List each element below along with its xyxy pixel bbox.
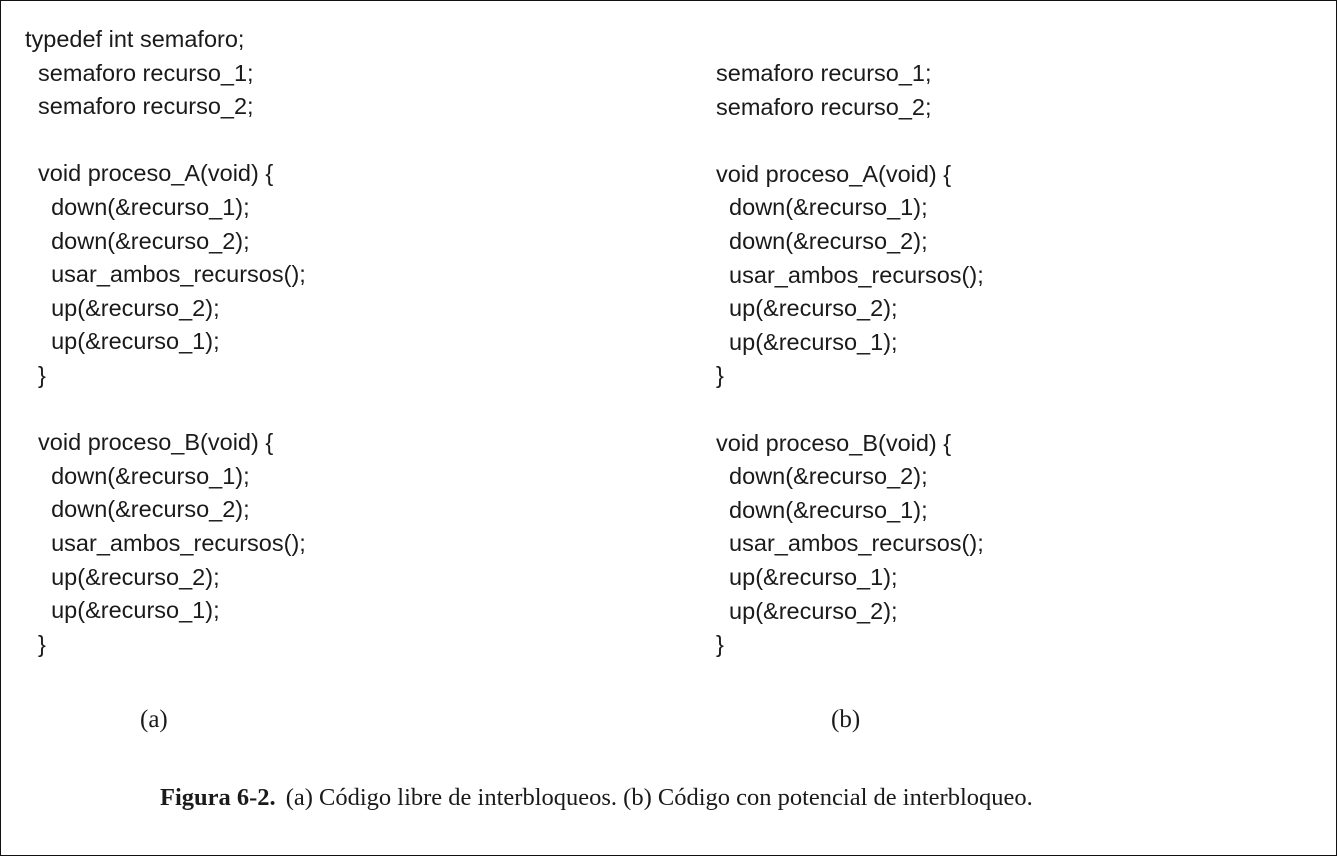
subfigure-label-b: (b) [831,706,861,733]
subfigure-label-a: (a) [140,706,168,733]
code-line: up(&recurso_2); [25,294,220,321]
code-line: down(&recurso_1); [716,194,928,221]
code-line: up(&recurso_1); [716,563,898,590]
code-line: } [716,631,724,658]
code-line [716,393,984,427]
code-line: up(&recurso_1); [25,328,220,355]
code-line: semaforo recurso_1; [716,60,932,86]
code-line: usar_ambos_recursos(); [716,261,984,288]
code-line: void proceso_B(void) { [25,429,274,456]
code-line: up(&recurso_1); [716,328,898,355]
code-line: up(&recurso_2); [25,563,220,590]
code-line: } [25,630,46,657]
code-line: usar_ambos_recursos(); [25,261,306,288]
code-listing-b [716,57,984,662]
code-line: down(&recurso_1); [25,193,250,220]
code-line: down(&recurso_2); [25,496,250,523]
code-line: down(&recurso_2); [716,227,928,254]
code-line [25,124,306,158]
code-line: semaforo recurso_1; [25,59,254,86]
caption-text: (a) Código libre de interbloqueos. (b) Código con potencial de interbloqueo. [285,784,1033,811]
figure-number: Figura 6-2. [160,784,276,811]
code-line: up(&recurso_2); [716,295,898,322]
code-line: semaforo recurso_2; [25,93,254,120]
code-line: void proceso_A(void) { [716,160,952,187]
code-line: up(&recurso_1); [25,597,220,624]
code-line: semaforo recurso_2; [716,93,932,120]
code-line: down(&recurso_2); [716,463,928,490]
code-line: } [25,361,46,388]
code-line: typedef int semaforo; [25,26,245,52]
code-line [25,393,306,427]
code-listing-a [25,23,306,661]
code-line: down(&recurso_2); [25,227,250,254]
code-line: usar_ambos_recursos(); [716,530,984,557]
code-line: down(&recurso_1); [25,462,250,489]
figure-caption [160,781,1160,814]
code-line: down(&recurso_1); [716,496,928,523]
code-line: } [716,362,724,389]
code-line [716,124,984,158]
code-line: up(&recurso_2); [716,597,898,624]
code-line: void proceso_B(void) { [716,429,952,456]
code-line: void proceso_A(void) { [25,160,274,187]
code-line: usar_ambos_recursos(); [25,529,306,556]
